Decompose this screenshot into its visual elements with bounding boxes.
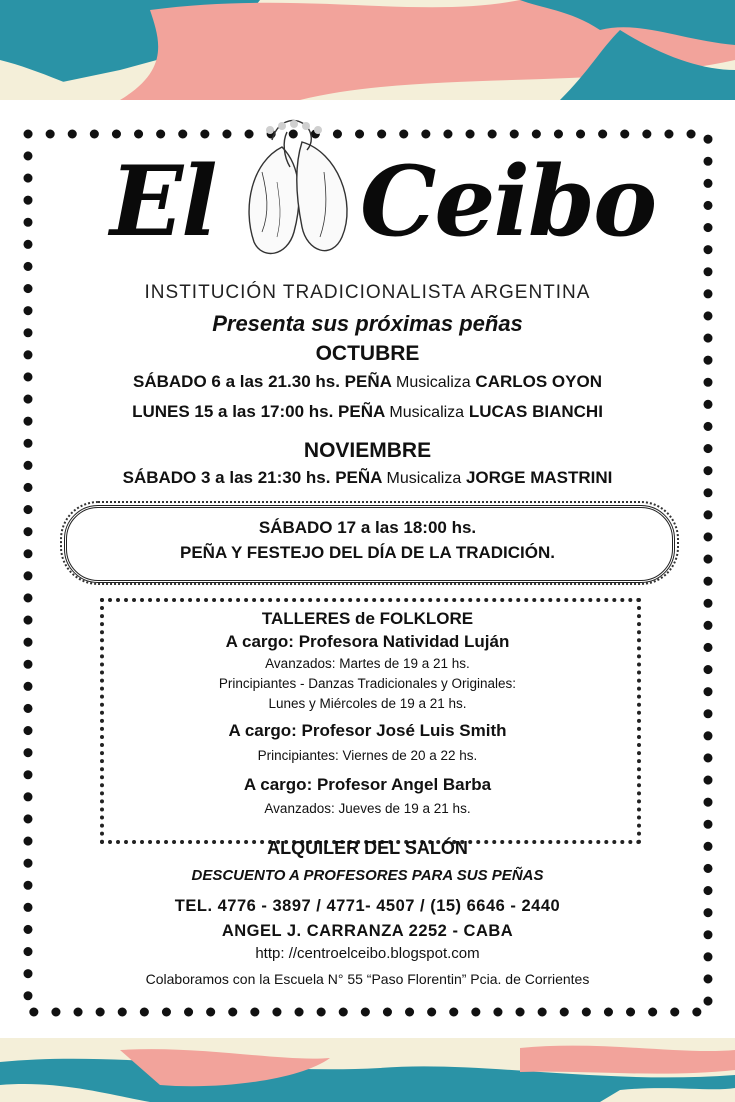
highlight-line2: PEÑA Y FESTEJO DEL DÍA DE LA TRADICIÓN.	[180, 543, 555, 562]
descuento-text: DESCUENTO A PROFESORES PARA SUS PEÑAS	[191, 867, 544, 884]
logo-word-ceibo: Ceibo	[360, 145, 656, 258]
blog-link[interactable]: http: //centroelceibo.blogspot.com	[255, 945, 480, 962]
taller-1-line: Principiantes - Danzas Tradicionales y Originales:	[218, 676, 517, 691]
month-noviembre: NOVIEMBRE	[303, 439, 432, 462]
ceibo-flower-icon	[232, 112, 362, 262]
colaboracion-text: Colaboramos con la Escuela N° 55 “Paso Florentin” Pcia. de Corrientes	[145, 971, 590, 987]
taller-3-line: Avanzados: Jueves de 19 a 21 hs.	[264, 801, 471, 816]
taller-1-line: Avanzados: Martes de 19 a 21 hs.	[265, 656, 470, 671]
address: ANGEL J. CARRANZA 2252 - CABA	[221, 922, 514, 940]
event-musicaliza: Musicaliza	[389, 404, 465, 421]
logo-word-el: El	[110, 145, 216, 258]
event-dj: CARLOS OYON	[475, 372, 602, 391]
event-row	[0, 468, 735, 488]
event-musicaliza: Musicaliza	[396, 374, 471, 391]
event-date: LUNES 15 a las 17:00 hs. PEÑA	[132, 402, 385, 421]
event-dj: JORGE MASTRINI	[465, 468, 613, 487]
event-row	[0, 372, 735, 392]
event-row	[0, 402, 735, 422]
event-date: SÁBADO 6 a las 21.30 hs. PEÑA	[133, 372, 392, 391]
month-octubre: OCTUBRE	[315, 342, 420, 365]
highlight-line1: SÁBADO 17 a las 18:00 hs.	[258, 518, 477, 537]
alquiler-heading: ALQUILER DEL SALÓN	[267, 838, 468, 858]
talleres-title: TALLERES de FOLKLORE	[261, 609, 474, 628]
taller-3-teacher: A cargo: Profesor Angel Barba	[243, 775, 492, 794]
presenta-heading: Presenta sus próximas peñas	[212, 311, 523, 336]
event-dj: LUCAS BIANCHI	[468, 402, 603, 421]
event-date: SÁBADO 3 a las 21:30 hs. PEÑA	[122, 468, 382, 487]
taller-1-line: Lunes y Miércoles de 19 a 21 hs.	[268, 696, 467, 711]
institution-name: INSTITUCIÓN TRADICIONALISTA ARGENTINA	[144, 282, 591, 303]
event-musicaliza: Musicaliza	[386, 470, 462, 487]
taller-2-teacher: A cargo: Profesor José Luis Smith	[228, 721, 507, 740]
phone-numbers: TEL. 4776 - 3897 / 4771- 4507 / (15) 6646 - 2440	[174, 897, 561, 915]
flyer-card	[0, 100, 735, 1038]
taller-2-line: Principiantes: Viernes de 20 a 22 hs.	[257, 748, 478, 763]
taller-1-teacher: A cargo: Profesora Natividad Luján	[225, 632, 510, 651]
